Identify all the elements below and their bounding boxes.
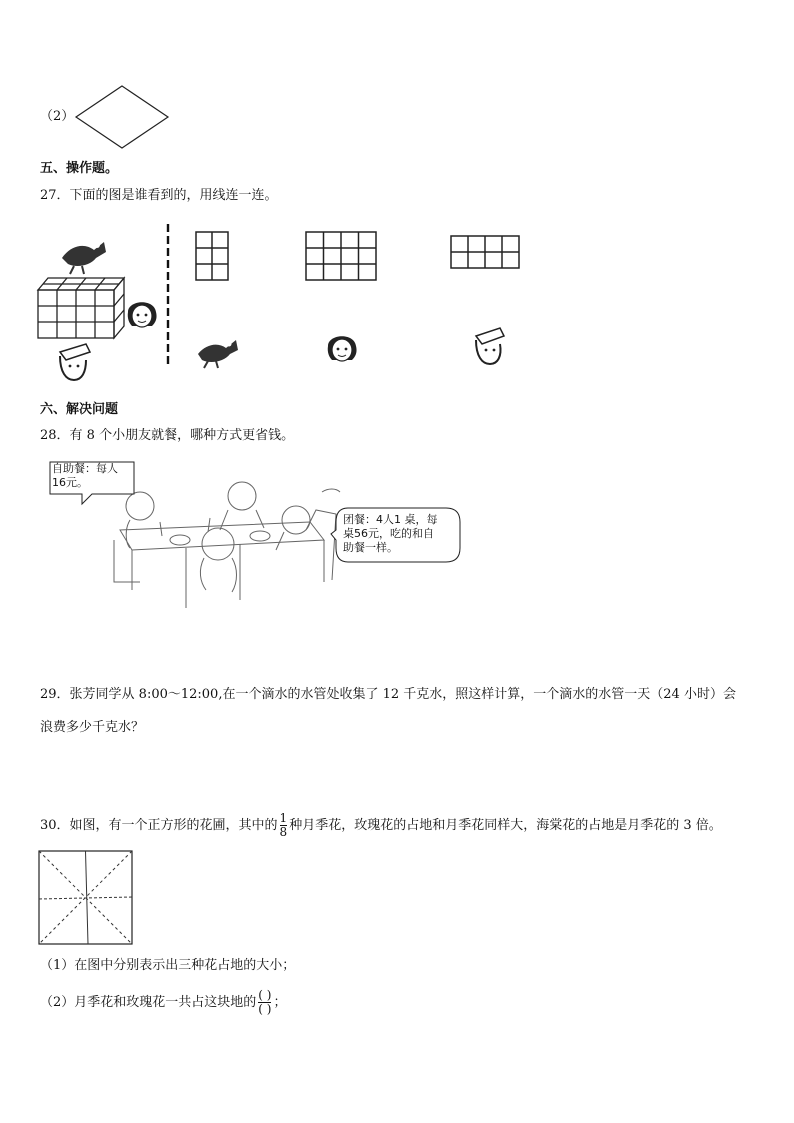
- bubble-right-line3: 助餐一样。: [343, 541, 398, 554]
- bubble-right-line2: 桌56元，吃的和自: [343, 527, 434, 540]
- blank-denominator: ( ): [258, 1002, 272, 1016]
- bird-icon: [62, 242, 106, 274]
- rhombus-figure: [74, 84, 170, 150]
- q28-text: 28．有 8 个小朋友就餐，哪种方式更省钱。: [40, 428, 295, 443]
- bubble-right: [343, 513, 459, 555]
- section-6-title: 六、解决问题: [40, 402, 119, 417]
- q30-prefix: 30．如图，有一个正方形的花圃，其中的: [40, 818, 278, 833]
- q30-sub2: [40, 986, 286, 1020]
- answer-fraction-blank[interactable]: [258, 989, 271, 1016]
- observer-girl-icon: [328, 336, 357, 361]
- fraction-numerator: 1: [279, 811, 288, 825]
- q26-item2-label: （2）: [40, 109, 75, 124]
- bubble-left-line1: 自助餐：每人: [52, 462, 118, 475]
- observer-bird-icon: [198, 340, 238, 368]
- q30-sub1: （1）在图中分别表示出三种花占地的大小；: [40, 958, 296, 973]
- bubble-right-line1: 团餐：4人1 桌，每: [343, 513, 438, 526]
- q30-sub2-prefix: （2）月季花和玫瑰花一共占这块地的: [40, 995, 257, 1010]
- one-eighth-fraction: [280, 812, 288, 839]
- q30-suffix: 种月季花，玫瑰花的占地和月季花同样大，海棠花的占地是月季花的 3 倍。: [289, 818, 722, 833]
- boy-hat-icon: [60, 344, 90, 380]
- q30-stem: [40, 808, 722, 844]
- observer-boy-icon: [476, 328, 504, 364]
- view-option-2: [306, 232, 376, 280]
- blank-numerator: ( ): [258, 988, 272, 1002]
- section-5-title: 五、操作题。: [40, 161, 119, 176]
- view-option-1: [196, 232, 228, 280]
- q27-text: 27．下面的图是谁看到的，用线连一连。: [40, 188, 278, 203]
- q29-line1: 29．张芳同学从 8:00～12:00,在一个滴水的水管处收集了 12 千克水，照这样计算，一个滴水的水管一天（24 小时）会: [40, 687, 736, 702]
- girl-face-icon: [128, 302, 157, 327]
- q30-sub2-suffix: ；: [273, 995, 287, 1010]
- square-garden-diagram: [38, 850, 134, 946]
- q29-line2: 浪费多少千克水？: [40, 720, 145, 735]
- bubble-left-line2: 16元。: [52, 476, 88, 489]
- cube-block: [38, 278, 124, 338]
- view-option-3: [451, 236, 519, 268]
- bubble-left: [52, 462, 134, 490]
- fraction-denominator: 8: [279, 825, 288, 839]
- q27-figure: [30, 220, 550, 388]
